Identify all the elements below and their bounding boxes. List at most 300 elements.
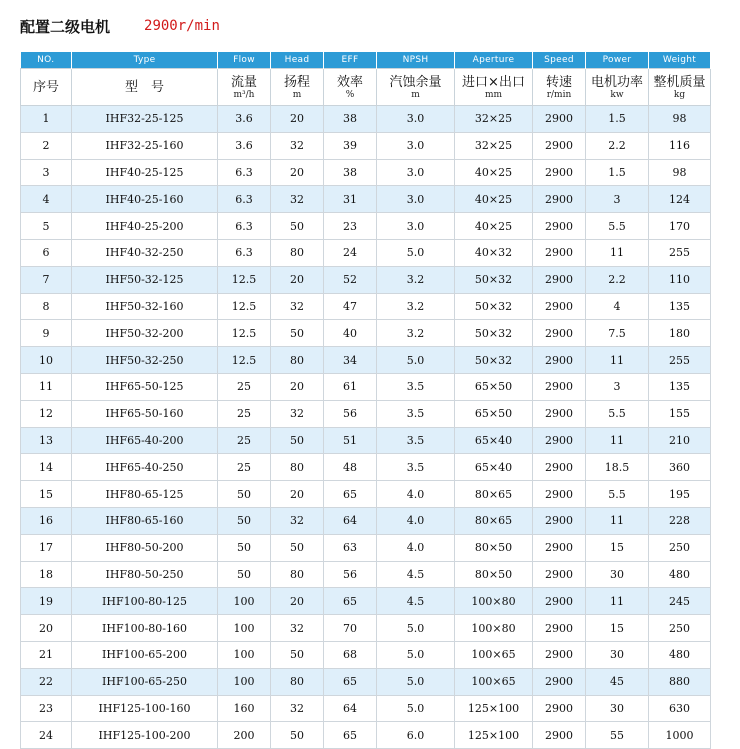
header-cn-label: 汽蚀余量 bbox=[389, 74, 442, 90]
cell-speed: 2900 bbox=[533, 641, 586, 668]
cell-head: 20 bbox=[271, 588, 324, 615]
cell-eff: 52 bbox=[324, 266, 377, 293]
cell-no: 3 bbox=[21, 159, 72, 186]
cell-eff: 65 bbox=[324, 668, 377, 695]
cell-power: 5.5 bbox=[586, 481, 649, 508]
cell-speed: 2900 bbox=[533, 213, 586, 240]
header-cn-unit: m³/h bbox=[233, 89, 255, 100]
cell-no: 12 bbox=[21, 400, 72, 427]
cell-npsh: 5.0 bbox=[377, 641, 455, 668]
table-row bbox=[21, 373, 711, 400]
cell-npsh: 4.0 bbox=[377, 481, 455, 508]
title-text: 配置二级电机 bbox=[20, 17, 111, 36]
english-header-row bbox=[21, 52, 711, 69]
cell-aperture: 100×65 bbox=[455, 641, 533, 668]
cell-eff: 65 bbox=[324, 588, 377, 615]
cell-no: 9 bbox=[21, 320, 72, 347]
table-row bbox=[21, 159, 711, 186]
cell-aperture: 125×100 bbox=[455, 695, 533, 722]
cell-weight: 135 bbox=[649, 373, 711, 400]
cell-power: 4 bbox=[586, 293, 649, 320]
cell-speed: 2900 bbox=[533, 347, 586, 374]
cell-aperture: 50×32 bbox=[455, 293, 533, 320]
cell-type: IHF80-50-200 bbox=[72, 534, 218, 561]
header-cn-aperture bbox=[455, 69, 533, 106]
header-cn-head bbox=[271, 69, 324, 106]
cell-power: 7.5 bbox=[586, 320, 649, 347]
cell-aperture: 50×32 bbox=[455, 347, 533, 374]
cell-eff: 24 bbox=[324, 239, 377, 266]
cell-speed: 2900 bbox=[533, 400, 586, 427]
header-en-type: Type bbox=[72, 52, 218, 69]
cell-aperture: 100×65 bbox=[455, 668, 533, 695]
cell-flow: 12.5 bbox=[218, 347, 271, 374]
cell-head: 80 bbox=[271, 239, 324, 266]
cell-eff: 64 bbox=[324, 507, 377, 534]
cell-npsh: 6.0 bbox=[377, 722, 455, 749]
cell-type: IHF80-65-125 bbox=[72, 481, 218, 508]
cell-type: IHF50-32-160 bbox=[72, 293, 218, 320]
cell-speed: 2900 bbox=[533, 668, 586, 695]
cell-weight: 195 bbox=[649, 481, 711, 508]
cell-type: IHF100-80-160 bbox=[72, 615, 218, 642]
cell-weight: 170 bbox=[649, 213, 711, 240]
cell-npsh: 3.5 bbox=[377, 400, 455, 427]
cell-flow: 6.3 bbox=[218, 159, 271, 186]
cell-speed: 2900 bbox=[533, 588, 586, 615]
table-row bbox=[21, 239, 711, 266]
header-cn-label: 电机功率 bbox=[590, 74, 643, 90]
cell-eff: 64 bbox=[324, 695, 377, 722]
cell-npsh: 5.0 bbox=[377, 347, 455, 374]
cell-head: 20 bbox=[271, 159, 324, 186]
cell-type: IHF40-25-160 bbox=[72, 186, 218, 213]
table-row bbox=[21, 186, 711, 213]
header-cn-speed bbox=[533, 69, 586, 106]
cell-type: IHF65-40-200 bbox=[72, 427, 218, 454]
cell-head: 32 bbox=[271, 293, 324, 320]
cell-aperture: 40×25 bbox=[455, 186, 533, 213]
cell-speed: 2900 bbox=[533, 481, 586, 508]
cell-npsh: 4.5 bbox=[377, 588, 455, 615]
cell-no: 20 bbox=[21, 615, 72, 642]
cell-no: 10 bbox=[21, 347, 72, 374]
cell-npsh: 3.0 bbox=[377, 132, 455, 159]
table-row bbox=[21, 507, 711, 534]
header-cn-label: 型 号 bbox=[124, 79, 164, 95]
cell-aperture: 40×25 bbox=[455, 159, 533, 186]
cell-weight: 250 bbox=[649, 534, 711, 561]
cell-power: 15 bbox=[586, 615, 649, 642]
cell-speed: 2900 bbox=[533, 561, 586, 588]
cell-flow: 200 bbox=[218, 722, 271, 749]
cell-power: 11 bbox=[586, 588, 649, 615]
table-row bbox=[21, 213, 711, 240]
header-cn-type bbox=[72, 69, 218, 106]
header-en-speed: Speed bbox=[533, 52, 586, 69]
page-title bbox=[20, 14, 220, 38]
cell-eff: 51 bbox=[324, 427, 377, 454]
cell-no: 23 bbox=[21, 695, 72, 722]
cell-aperture: 100×80 bbox=[455, 615, 533, 642]
cell-no: 21 bbox=[21, 641, 72, 668]
cell-aperture: 65×50 bbox=[455, 400, 533, 427]
cell-flow: 6.3 bbox=[218, 239, 271, 266]
cell-speed: 2900 bbox=[533, 293, 586, 320]
table-row bbox=[21, 293, 711, 320]
cell-power: 55 bbox=[586, 722, 649, 749]
cell-eff: 40 bbox=[324, 320, 377, 347]
cell-power: 3 bbox=[586, 186, 649, 213]
header-cn-eff bbox=[324, 69, 377, 106]
cell-type: IHF50-32-125 bbox=[72, 266, 218, 293]
cell-weight: 255 bbox=[649, 347, 711, 374]
cell-flow: 50 bbox=[218, 507, 271, 534]
speed-label: 2900r/min bbox=[144, 18, 220, 34]
cell-weight: 228 bbox=[649, 507, 711, 534]
cell-no: 6 bbox=[21, 239, 72, 266]
cell-type: IHF125-100-200 bbox=[72, 722, 218, 749]
table-row bbox=[21, 641, 711, 668]
cell-eff: 61 bbox=[324, 373, 377, 400]
cell-aperture: 40×25 bbox=[455, 213, 533, 240]
table-row bbox=[21, 400, 711, 427]
header-cn-label: 进口×出口 bbox=[462, 74, 525, 90]
table-row bbox=[21, 427, 711, 454]
cell-flow: 25 bbox=[218, 454, 271, 481]
cell-speed: 2900 bbox=[533, 320, 586, 347]
cell-flow: 100 bbox=[218, 615, 271, 642]
cell-aperture: 80×50 bbox=[455, 534, 533, 561]
header-cn-label: 流量 bbox=[230, 74, 257, 90]
cell-weight: 98 bbox=[649, 106, 711, 133]
table-row bbox=[21, 695, 711, 722]
table-row bbox=[21, 320, 711, 347]
cell-npsh: 3.0 bbox=[377, 159, 455, 186]
cell-speed: 2900 bbox=[533, 507, 586, 534]
cell-head: 20 bbox=[271, 266, 324, 293]
cell-npsh: 3.2 bbox=[377, 266, 455, 293]
header-en-aperture: Aperture bbox=[455, 52, 533, 69]
table-body bbox=[21, 106, 711, 749]
cell-type: IHF100-65-200 bbox=[72, 641, 218, 668]
header-cn-no bbox=[21, 69, 72, 106]
cell-weight: 245 bbox=[649, 588, 711, 615]
header-cn-label: 整机质量 bbox=[653, 74, 706, 90]
header-cn-unit: kw bbox=[610, 89, 624, 100]
header-cn-unit: m bbox=[411, 89, 420, 100]
cell-speed: 2900 bbox=[533, 239, 586, 266]
cell-head: 20 bbox=[271, 106, 324, 133]
cell-npsh: 3.2 bbox=[377, 320, 455, 347]
table-row bbox=[21, 347, 711, 374]
cell-no: 24 bbox=[21, 722, 72, 749]
header-cn-label: 扬程 bbox=[283, 74, 310, 90]
cell-head: 32 bbox=[271, 400, 324, 427]
header-cn-unit: mm bbox=[484, 89, 503, 100]
cell-eff: 47 bbox=[324, 293, 377, 320]
cell-eff: 56 bbox=[324, 400, 377, 427]
cell-type: IHF32-25-125 bbox=[72, 106, 218, 133]
header-en-flow: Flow bbox=[218, 52, 271, 69]
cell-npsh: 5.0 bbox=[377, 239, 455, 266]
cell-no: 4 bbox=[21, 186, 72, 213]
cell-flow: 50 bbox=[218, 561, 271, 588]
cell-power: 1.5 bbox=[586, 159, 649, 186]
cell-weight: 155 bbox=[649, 400, 711, 427]
cell-npsh: 3.0 bbox=[377, 213, 455, 240]
table-row bbox=[21, 534, 711, 561]
cell-npsh: 5.0 bbox=[377, 695, 455, 722]
header-cn-unit: m bbox=[292, 89, 302, 100]
cell-flow: 12.5 bbox=[218, 266, 271, 293]
cell-weight: 360 bbox=[649, 454, 711, 481]
cell-eff: 68 bbox=[324, 641, 377, 668]
header-cn-npsh bbox=[377, 69, 455, 106]
cell-head: 20 bbox=[271, 481, 324, 508]
cell-eff: 63 bbox=[324, 534, 377, 561]
cell-flow: 25 bbox=[218, 427, 271, 454]
cell-flow: 100 bbox=[218, 641, 271, 668]
chinese-header-row bbox=[21, 69, 711, 106]
cell-aperture: 65×40 bbox=[455, 454, 533, 481]
cell-head: 32 bbox=[271, 507, 324, 534]
header-cn-label: 序号 bbox=[32, 79, 59, 95]
cell-no: 17 bbox=[21, 534, 72, 561]
cell-no: 7 bbox=[21, 266, 72, 293]
table-row bbox=[21, 106, 711, 133]
cell-type: IHF65-50-125 bbox=[72, 373, 218, 400]
cell-head: 50 bbox=[271, 534, 324, 561]
cell-power: 11 bbox=[586, 507, 649, 534]
table-row bbox=[21, 266, 711, 293]
cell-eff: 70 bbox=[324, 615, 377, 642]
cell-no: 2 bbox=[21, 132, 72, 159]
cell-npsh: 4.0 bbox=[377, 534, 455, 561]
cell-aperture: 65×50 bbox=[455, 373, 533, 400]
table-row bbox=[21, 454, 711, 481]
cell-head: 80 bbox=[271, 454, 324, 481]
cell-head: 50 bbox=[271, 722, 324, 749]
cell-aperture: 80×65 bbox=[455, 481, 533, 508]
cell-aperture: 50×32 bbox=[455, 266, 533, 293]
header-cn-label: 转速 bbox=[545, 74, 572, 90]
cell-power: 11 bbox=[586, 427, 649, 454]
header-cn-unit: kg bbox=[673, 89, 686, 100]
cell-head: 32 bbox=[271, 186, 324, 213]
cell-speed: 2900 bbox=[533, 266, 586, 293]
cell-head: 50 bbox=[271, 213, 324, 240]
table-row bbox=[21, 722, 711, 749]
cell-weight: 180 bbox=[649, 320, 711, 347]
cell-npsh: 3.2 bbox=[377, 293, 455, 320]
pump-spec-table bbox=[20, 52, 711, 749]
cell-weight: 210 bbox=[649, 427, 711, 454]
cell-npsh: 3.5 bbox=[377, 373, 455, 400]
cell-weight: 1000 bbox=[649, 722, 711, 749]
cell-head: 32 bbox=[271, 615, 324, 642]
cell-aperture: 80×50 bbox=[455, 561, 533, 588]
cell-no: 18 bbox=[21, 561, 72, 588]
cell-power: 30 bbox=[586, 695, 649, 722]
header-cn-unit: % bbox=[345, 89, 355, 100]
cell-power: 1.5 bbox=[586, 106, 649, 133]
cell-weight: 255 bbox=[649, 239, 711, 266]
cell-head: 80 bbox=[271, 668, 324, 695]
cell-head: 50 bbox=[271, 641, 324, 668]
cell-power: 15 bbox=[586, 534, 649, 561]
cell-no: 5 bbox=[21, 213, 72, 240]
cell-speed: 2900 bbox=[533, 373, 586, 400]
header-cn-unit: r/min bbox=[546, 89, 572, 100]
cell-speed: 2900 bbox=[533, 427, 586, 454]
cell-power: 45 bbox=[586, 668, 649, 695]
cell-power: 3 bbox=[586, 373, 649, 400]
cell-no: 11 bbox=[21, 373, 72, 400]
table-row bbox=[21, 481, 711, 508]
cell-flow: 160 bbox=[218, 695, 271, 722]
cell-aperture: 40×32 bbox=[455, 239, 533, 266]
cell-type: IHF80-65-160 bbox=[72, 507, 218, 534]
cell-npsh: 3.0 bbox=[377, 186, 455, 213]
cell-no: 13 bbox=[21, 427, 72, 454]
cell-head: 50 bbox=[271, 427, 324, 454]
header-en-npsh: NPSH bbox=[377, 52, 455, 69]
cell-power: 2.2 bbox=[586, 266, 649, 293]
cell-power: 30 bbox=[586, 641, 649, 668]
cell-type: IHF40-25-125 bbox=[72, 159, 218, 186]
header-cn-label: 效率 bbox=[336, 74, 363, 90]
cell-aperture: 65×40 bbox=[455, 427, 533, 454]
cell-eff: 31 bbox=[324, 186, 377, 213]
cell-type: IHF32-25-160 bbox=[72, 132, 218, 159]
cell-no: 22 bbox=[21, 668, 72, 695]
cell-type: IHF100-80-125 bbox=[72, 588, 218, 615]
cell-power: 5.5 bbox=[586, 400, 649, 427]
cell-flow: 100 bbox=[218, 588, 271, 615]
header-cn-weight bbox=[649, 69, 711, 106]
cell-head: 32 bbox=[271, 695, 324, 722]
cell-weight: 630 bbox=[649, 695, 711, 722]
cell-aperture: 80×65 bbox=[455, 507, 533, 534]
cell-npsh: 5.0 bbox=[377, 668, 455, 695]
cell-flow: 6.3 bbox=[218, 186, 271, 213]
cell-weight: 98 bbox=[649, 159, 711, 186]
cell-speed: 2900 bbox=[533, 159, 586, 186]
header-en-power: Power bbox=[586, 52, 649, 69]
cell-head: 50 bbox=[271, 320, 324, 347]
cell-flow: 3.6 bbox=[218, 106, 271, 133]
cell-power: 11 bbox=[586, 239, 649, 266]
cell-aperture: 100×80 bbox=[455, 588, 533, 615]
cell-npsh: 4.5 bbox=[377, 561, 455, 588]
cell-type: IHF100-65-250 bbox=[72, 668, 218, 695]
cell-power: 30 bbox=[586, 561, 649, 588]
cell-npsh: 3.0 bbox=[377, 106, 455, 133]
cell-npsh: 3.5 bbox=[377, 427, 455, 454]
cell-no: 1 bbox=[21, 106, 72, 133]
cell-type: IHF125-100-160 bbox=[72, 695, 218, 722]
cell-type: IHF80-50-250 bbox=[72, 561, 218, 588]
cell-weight: 135 bbox=[649, 293, 711, 320]
cell-type: IHF50-32-250 bbox=[72, 347, 218, 374]
cell-npsh: 5.0 bbox=[377, 615, 455, 642]
cell-speed: 2900 bbox=[533, 695, 586, 722]
cell-weight: 880 bbox=[649, 668, 711, 695]
table-row bbox=[21, 668, 711, 695]
cell-flow: 12.5 bbox=[218, 293, 271, 320]
cell-flow: 50 bbox=[218, 481, 271, 508]
cell-head: 80 bbox=[271, 347, 324, 374]
header-en-weight: Weight bbox=[649, 52, 711, 69]
cell-eff: 65 bbox=[324, 481, 377, 508]
cell-speed: 2900 bbox=[533, 186, 586, 213]
cell-no: 8 bbox=[21, 293, 72, 320]
cell-flow: 6.3 bbox=[218, 213, 271, 240]
cell-weight: 110 bbox=[649, 266, 711, 293]
cell-eff: 23 bbox=[324, 213, 377, 240]
cell-flow: 25 bbox=[218, 373, 271, 400]
table-row bbox=[21, 561, 711, 588]
cell-speed: 2900 bbox=[533, 534, 586, 561]
cell-flow: 25 bbox=[218, 400, 271, 427]
header-en-no: NO. bbox=[21, 52, 72, 69]
cell-speed: 2900 bbox=[533, 615, 586, 642]
cell-type: IHF65-50-160 bbox=[72, 400, 218, 427]
cell-eff: 65 bbox=[324, 722, 377, 749]
cell-type: IHF40-25-200 bbox=[72, 213, 218, 240]
cell-no: 15 bbox=[21, 481, 72, 508]
cell-no: 19 bbox=[21, 588, 72, 615]
header-cn-flow bbox=[218, 69, 271, 106]
cell-head: 32 bbox=[271, 132, 324, 159]
header-en-head: Head bbox=[271, 52, 324, 69]
cell-flow: 50 bbox=[218, 534, 271, 561]
cell-aperture: 32×25 bbox=[455, 106, 533, 133]
cell-speed: 2900 bbox=[533, 454, 586, 481]
cell-flow: 3.6 bbox=[218, 132, 271, 159]
cell-npsh: 4.0 bbox=[377, 507, 455, 534]
header-en-eff: EFF bbox=[324, 52, 377, 69]
cell-eff: 38 bbox=[324, 106, 377, 133]
cell-weight: 116 bbox=[649, 132, 711, 159]
cell-head: 80 bbox=[271, 561, 324, 588]
cell-power: 5.5 bbox=[586, 213, 649, 240]
cell-eff: 48 bbox=[324, 454, 377, 481]
cell-power: 11 bbox=[586, 347, 649, 374]
table-row bbox=[21, 588, 711, 615]
cell-flow: 12.5 bbox=[218, 320, 271, 347]
cell-aperture: 50×32 bbox=[455, 320, 533, 347]
cell-power: 18.5 bbox=[586, 454, 649, 481]
cell-npsh: 3.5 bbox=[377, 454, 455, 481]
cell-type: IHF40-32-250 bbox=[72, 239, 218, 266]
cell-type: IHF65-40-250 bbox=[72, 454, 218, 481]
cell-type: IHF50-32-200 bbox=[72, 320, 218, 347]
cell-weight: 124 bbox=[649, 186, 711, 213]
cell-eff: 39 bbox=[324, 132, 377, 159]
cell-eff: 38 bbox=[324, 159, 377, 186]
cell-weight: 250 bbox=[649, 615, 711, 642]
cell-speed: 2900 bbox=[533, 132, 586, 159]
table-row bbox=[21, 615, 711, 642]
cell-eff: 56 bbox=[324, 561, 377, 588]
table-row bbox=[21, 132, 711, 159]
cell-weight: 480 bbox=[649, 641, 711, 668]
cell-no: 16 bbox=[21, 507, 72, 534]
cell-weight: 480 bbox=[649, 561, 711, 588]
cell-no: 14 bbox=[21, 454, 72, 481]
